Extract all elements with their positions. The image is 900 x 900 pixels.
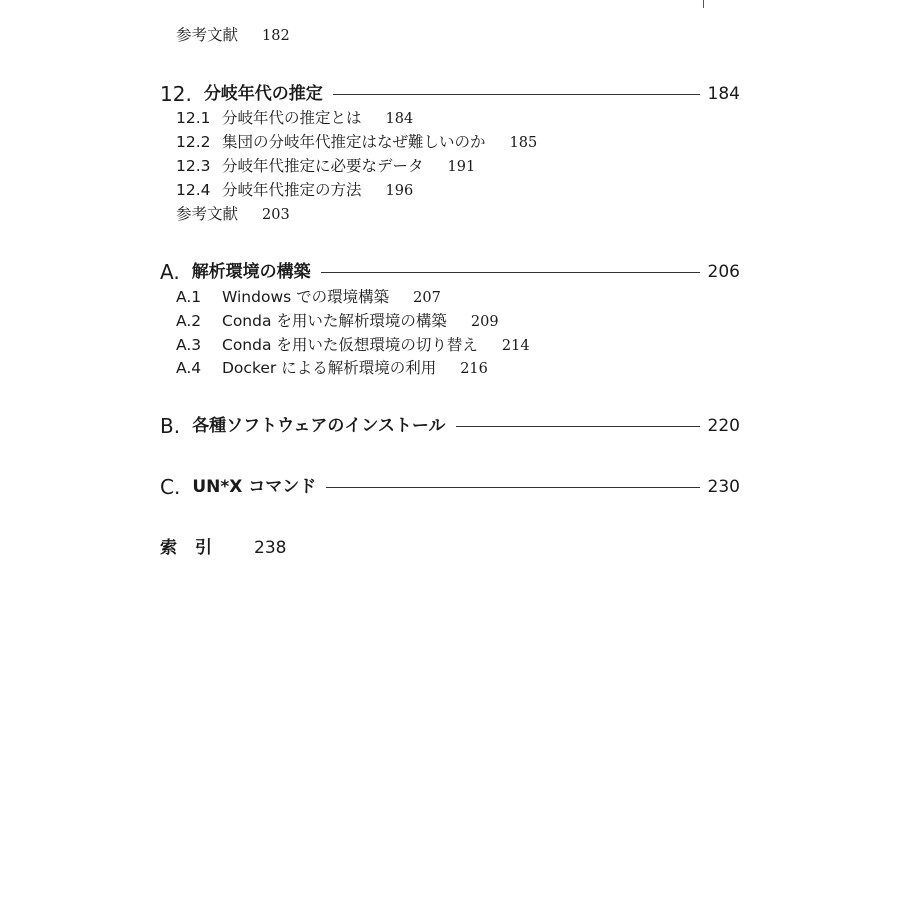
page-number: 216 [460,361,488,377]
section-number: A.1 [176,288,202,306]
toc-section-12-3[interactable] [176,156,475,177]
toc-index[interactable] [160,536,286,560]
section-number: 12.1 [176,109,211,127]
chapter-number: A. [160,260,180,284]
toc-section-12-2[interactable] [176,132,537,153]
toc-section-a-3[interactable] [176,335,530,356]
page-number: 185 [509,135,538,151]
chapter-title: 分岐年代の推定 [203,84,323,104]
toc-section-a-4[interactable] [176,358,488,379]
section-title: Windows での環境構築 [222,288,390,306]
toc-appendix-c[interactable] [160,475,740,499]
section-number: 12.3 [176,157,211,175]
page-number: 203 [262,207,290,223]
section-title: 分岐年代推定の方法 [222,181,362,199]
section-number: 12.2 [176,133,211,151]
page-number: 191 [447,159,476,175]
section-title: Conda を用いた仮想環境の切り替え [222,336,478,354]
page-edge-mark [703,0,704,8]
page-number: 184 [385,111,414,127]
section-title: 分岐年代推定に必要なデータ [222,157,424,175]
section-title: 分岐年代の推定とは [222,109,362,127]
index-label: 索引 [160,538,230,558]
chapter-page-number: 184 [707,84,740,104]
chapter-page-number: 220 [707,416,740,436]
toc-entry-prev-references[interactable] [176,25,290,46]
section-number: A.4 [176,359,202,377]
chapter-number: C. [160,475,181,499]
chapter-page-number: 206 [707,262,740,282]
toc-appendix-b[interactable] [160,414,740,438]
chapter-number: 12. [160,82,192,106]
chapter-title: 解析環境の構築 [191,262,311,282]
leader-line [456,426,700,427]
section-title: 集団の分岐年代推定はなぜ難しいのか [222,133,486,151]
page-number: 182 [262,28,290,44]
references-label: 参考文献 [176,205,239,223]
toc-section-12-4[interactable] [176,180,413,201]
leader-line [321,272,700,273]
page-number: 207 [413,290,441,306]
page-number: 196 [385,183,414,199]
index-page-number: 238 [254,538,287,558]
leader-line [333,94,700,95]
leader-line [326,487,699,488]
chapter-number: B. [160,414,181,438]
toc-chapter-12[interactable] [160,82,740,106]
toc-section-a-1[interactable] [176,287,441,308]
chapter-title: UN*X コマンド [192,477,317,497]
toc-entry-references-12[interactable] [176,204,290,225]
section-title: Docker による解析環境の利用 [222,359,437,377]
section-number: A.3 [176,336,202,354]
page-number: 209 [470,314,499,330]
chapter-title: 各種ソフトウェアのインストール [192,416,446,436]
toc-section-a-2[interactable] [176,311,499,332]
references-label: 参考文献 [176,26,239,44]
page-number: 214 [501,338,530,354]
section-title: Conda を用いた解析環境の構築 [222,312,447,330]
toc-appendix-a[interactable] [160,260,740,284]
section-number: A.2 [176,312,202,330]
chapter-page-number: 230 [707,477,740,497]
toc-section-12-1[interactable] [176,108,413,129]
section-number: 12.4 [176,181,211,199]
